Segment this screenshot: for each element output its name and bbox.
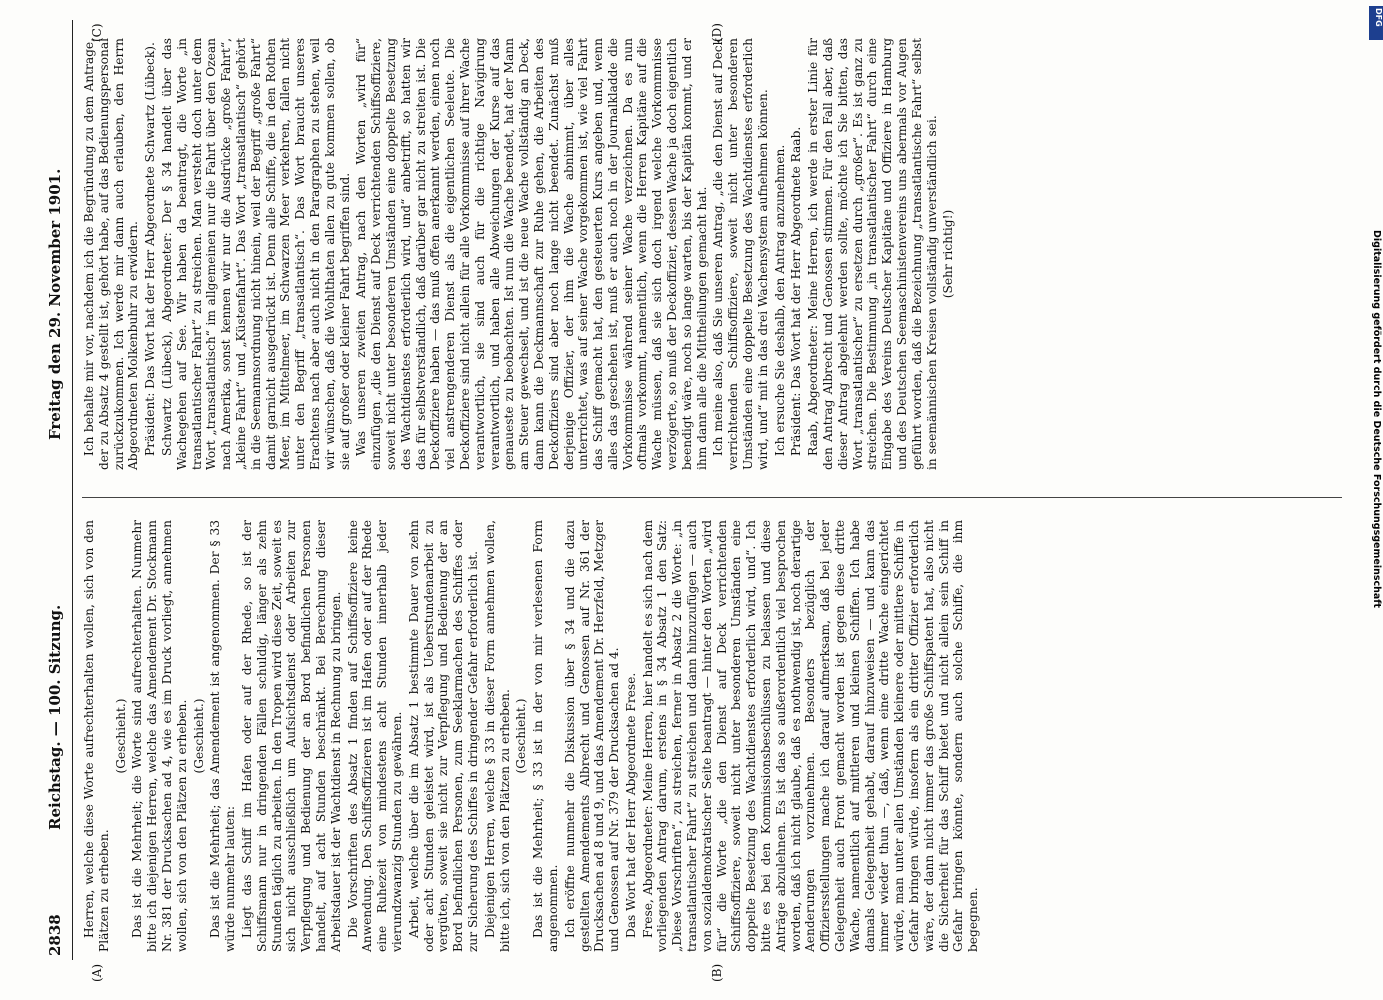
page-number: 2838 [46, 914, 64, 956]
credit-text: Digitalisierung gefördert durch die Deutsche Forschungsgemeinschaft [1371, 230, 1382, 608]
right-column [82, 38, 958, 470]
column-divider [82, 497, 1342, 498]
left-paragraph: Frese, Abgeordneter: Meine Herren, hier handelt es sich nach dem vorliegenden Antrag darum, erstens in § 34 Absatz 1 den Satz: „Diese Vorschriften“, zu streichen, ferner in Absatz 2 die Worte: „in transatlantischer Fahrt“ zu streichen und dann hinzuzufügen — auch von sozialdemokratischer Seite beantragt — hinter den Worten „wird für“ die Worte „die den Dienst auf Deck verrichtenden Schiffsoffiziere, soweit nicht unter besonderen Umständen eine doppelte Besetzung des Wachtdienstes erforderlich wird, und“. Ich bitte es bei den Kommissionsbeschlüssen zu belassen und diese Anträge abzulehnen. Es ist das so außerordentlich viel besprochen worden, daß ich nicht glaube, daß es nothwendig ist, noch derartige Aenderungen vorzunehmen. Besonders bezüglich der Offiziersstellungen mache ich darauf aufmerksam, daß bei jeder Gelegenheit auch Front gemacht worden ist gegen diese dritte Wache, namentlich auf mittleren und kleinen Schiffen. Ich habe damals Gelegenheit gehabt, darauf hinzuweisen — und kann das immer wieder thun —, daß, wenn eine dritte Wache eingerichtet würde, man unter allen Umständen kleinere oder mittlere Schiffe in Gefahr bringen würde, insofern als ein dritter Offizier erforderlich wäre, der dann nicht immer das große Schiffspatent hat, also nicht die Sicherheit für das Schiff bietet und nicht allein sein Schiff in Gefahr bringen könnte, sondern auch solche Schiffe, die ihm begegnen. [640, 520, 981, 952]
left-paragraph: Das ist die Mehrheit; das Amendement ist angenommen. Der § 33 würde nunmehr lauten: [208, 520, 238, 952]
right-paragraph: Was unseren zweiten Antrag, nach den Worten „wird für“ einzufügen „die den Dienst auf Deck verrichtenden Schiffsoffiziere, soweit nicht unter besonderen Umständen eine doppelte Besetzung des Wachtdienstes erforderlich wird, und“ anbetrifft, so hatten wir das für selbstverständlich, daß darüber gar nicht zu streiten ist. Die Deckoffiziere haben — das muß offen anerkannt werden, einen noch viel anstrengenderen Dienst als die eigentlichen Seeleute. Die Deckoffiziere sind nicht allein für alle Vorkommnisse auf ihrer Wache verantwortlich, sie sind auch für die richtige Navigirung verantwortlich, und haben alle Abweichungen der Kurse auf das genaueste zu beobachten. Ist nun die Wache beendet, hat der Mann am Steuer gewechselt, und ist die neue Wache vollständig an Deck, dann kann die Deckmannschaft zur Ruhe gehen, die Arbeiten des Deckoffiziers sind aber noch lange nicht beendet. Zunächst muß derjenige Offizier, der ihm die Wache abnimmt, über alles unterrichtet, was auf seiner Wache vorgekommen ist, wie viel Fahrt das Schiff gemacht hat, den gesteuerten Kurs angeben und, wenn alles das geschehen ist, muß er auch noch in der Journalkladde die Vorkommnisse während seiner Wache verzeichnen. Da es nun oftmals vorkommt, namentlich, wenn die Herren Kapitäne auf die Wache müssen, daß sie sich doch irgend welche Vorkommnisse verzögerte, so muß der Deckoffizier, dessen Wache ja doch eigentlich beendigt wäre, noch so lange warten, bis der Kapitän kommt, und er ihm dann alle die Mittheilungen gemacht hat. [354, 38, 709, 470]
right-paragraph: (Sehr richtig!) [941, 209, 956, 299]
left-paragraph: Arbeit, welche über die im Absatz 1 bestimmte Dauer von zehn oder acht Stunden geleistet wird, ist als Ueberstundenarbeit zu vergüten, soweit sie nicht zur Verpflegung und Bedienung der an Bord befindlichen Personen, zum Seeklarmachen des Schiffes oder zur Sicherung des Schiffes in dringender Gefahr erforderlich ist. [406, 520, 480, 952]
right-paragraph: Ich ersuche Sie deshalb, den Antrag anzunehmen. [772, 144, 787, 456]
rotated-page-content [20, 20, 1350, 982]
right-paragraph: Ich behalte mir vor, nachdem ich die Begründung zu dem Antrage, der zu Absatz 4 gestellt ist, gehört habe, auf das Bedienungspersonal zurückzukommen. Ich werde mir dann auch erlauben, den Herrn Abgeordneten Molkenbuhr zu erwidern. [82, 38, 141, 470]
left-paragraph: (Geschieht.) [191, 698, 206, 774]
right-paragraph: Ich meine also, daß Sie unseren Antrag, „die den Dienst auf Deck verrichtenden Schiffsoffiziere, soweit nicht unter besonderen Umständen eine doppelte Besetzung des Wachtdienstes erforderlich wird, und“ mit in das drei Wachensystem aufnehmen können. [711, 38, 770, 470]
left-paragraph: Diejenigen Herren, welche § 33 in dieser Form annehmen wollen, bitte ich, sich von den Plätzen zu erheben. [482, 520, 512, 952]
margin-marker-c: (C) [90, 23, 104, 42]
margin-marker-b: (B) [710, 963, 724, 982]
left-paragraph: Liegt das Schiff im Hafen oder auf der Rhede, so ist der Schiffsmann nur in dringenden Fällen schuldig, länger als zehn Stunden täglich zu arbeiten. In den Tropen wird diese Zeit, soweit es sich nicht ausschließlich um Aufsichtsdienst oder Arbeiten zur Verpflegung und Bedienung der an Bord befindlichen Personen handelt, auf acht Stunden beschränkt. Bei Berechnung dieser Arbeitsdauer ist der Wachtdienst in Rechnung zu bringen. [239, 520, 343, 952]
left-paragraph: Die Vorschriften des Absatz 1 finden auf Schiffsoffiziere keine Anwendung. Den Schiffsoffizieren ist im Hafen oder auf der Rhede eine Ruhezeit von mindestens acht Stunden innerhalb jeder vierundzwanzig Stunden zu gewähren. [345, 520, 404, 952]
right-paragraph: Schwartz (Lübeck), Abgeordneter: Der § 34 handelt über das Wachegehen auf See. Wir haben da beantragt, die Worte „in transatlantischer Fahrt“ zu streichen. Man versteht doch unter dem Wort „transatlantisch“ im allgemeinen nur die Fahrt über den Ozean nach Amerika, sonst kennen wir nur die Ausdrücke „große Fahrt“, „kleine Fahrt“ und „Küstenfahrt“. Das Wort „transatlantisch“ gehört in die Seemannsordnung nicht hinein, weil der Begriff „große Fahrt“ damit garnicht ausgedrückt ist. Denn alle Schiffe, die in den Rothen Meer, im Mittelmeer, im Schwarzen Meer verkehren, fallen nicht unter den Begriff „transatlantisch“. Das Wort braucht unseres Erachtens nach aber auch nicht in den Paragraphen zu stehen, weil wir wünschen, daß die Wohlthaten allen zu gute kommen sollen, ob sie auf großer oder kleiner Fahrt begriffen sind. [159, 38, 352, 470]
right-paragraph: Präsident: Das Wort hat der Herr Abgeordnete Schwartz (Lübeck). [143, 42, 158, 456]
page-header [40, 20, 73, 960]
left-paragraph: (Geschieht.) [514, 698, 529, 774]
header-right-title: Freitag den 29. November 1901. [46, 168, 64, 440]
left-paragraph: Das Wort hat der Herr Abgeordnete Frese. [623, 672, 638, 938]
left-paragraph: Das ist die Mehrheit; die Worte sind aufrechterhalten. Nunmehr bitte ich diejenigen Herren, welche das Amendement Dr. Stockmann Nr. 381 der Drucksachen ad 4, wie es im Druck vorliegt, annehmen wollen, sich von den Plätzen zu erheben. [130, 520, 189, 952]
left-column [82, 520, 983, 952]
margin-marker-a: (A) [90, 963, 104, 982]
header-left-title: Reichstag. — 100. Sitzung. [46, 604, 64, 830]
margin-marker-d: (D) [710, 23, 724, 42]
left-paragraph: (Geschieht.) [113, 698, 128, 774]
left-paragraph: Ich eröffne nunmehr die Diskussion über § 34 und die dazu gestellten Amendements Albrecht und Genossen auf Nr. 361 der Drucksachen ad 8 und 9, und das Amendement Dr. Herzfeld, Metzger und Genossen auf Nr. 379 der Drucksachen ad 4. [562, 520, 622, 952]
left-paragraph: Das ist die Mehrheit; § 33 ist in der von mir verlesenen Form angenommen. [531, 520, 560, 952]
dfg-logo: DFG [1369, 6, 1383, 40]
left-paragraph: Herren, welche diese Worte aufrechterhalten wollen, sich von den Plätzen zu erheben. [82, 520, 111, 952]
digitization-credit [1368, 10, 1382, 990]
right-paragraph: Präsident: Das Wort hat der Herr Abgeordnete Raab. [789, 126, 804, 456]
right-paragraph: Raab, Abgeordneter: Meine Herren, ich werde in erster Linie für den Antrag Albrecht und Genossen stimmen. Für den Fall aber, daß dieser Antrag abgelehnt werden sollte, möchte ich Sie bitten, das Wort „transatlantischer“ zu ersetzen durch „großer“. Es ist ganz zu streichen. Die Bestimmung „in transatlantischer Fahrt“ durch eine Eingabe des Vereins Deutscher Kapitäne und Offiziere in Hamburg und des Deutschen Seemaschinistenvereins uns abermals vor Augen geführt worden, daß die Bezeichnung „transatlantische Fahrt“ selbst in seemännischen Kreisen vollständig unverständlich sei. [806, 38, 939, 470]
